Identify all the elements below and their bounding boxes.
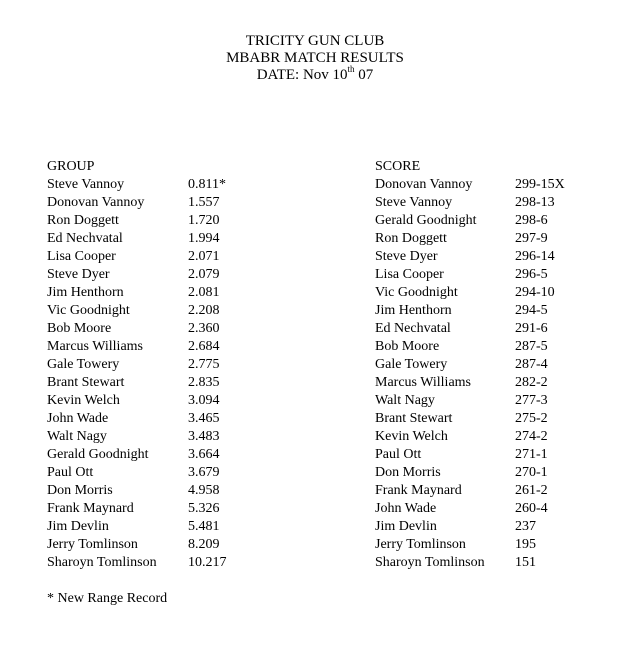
score-results-list	[375, 176, 615, 572]
score-result-row	[375, 338, 615, 356]
score-result-row	[375, 464, 615, 482]
score-result-row	[375, 500, 615, 518]
shooter-name: Ed Nechvatal	[47, 231, 123, 246]
score-result-row	[375, 230, 615, 248]
shooter-name: Jerry Tomlinson	[47, 537, 138, 552]
score-result-row	[375, 266, 615, 284]
document-header	[0, 33, 630, 84]
score-result-row	[375, 374, 615, 392]
group-result-row	[47, 464, 287, 482]
shooter-name: Vic Goodnight	[375, 285, 458, 300]
score-result-row	[375, 518, 615, 536]
shooter-name: Brant Stewart	[47, 375, 125, 390]
shooter-name: Jim Henthorn	[47, 285, 124, 300]
match-title: MBABR MATCH RESULTS	[226, 50, 404, 66]
score-value: 296-14	[515, 249, 555, 264]
shooter-name: Frank Maynard	[375, 483, 462, 498]
group-value: 5.481	[188, 519, 220, 534]
group-result-row	[47, 230, 287, 248]
score-value: 195	[515, 537, 536, 552]
shooter-name: Walt Nagy	[375, 393, 435, 408]
score-value: 294-10	[515, 285, 555, 300]
score-result-row	[375, 302, 615, 320]
group-value: 5.326	[188, 501, 220, 516]
score-value: 287-5	[515, 339, 548, 354]
group-heading: GROUP	[47, 159, 95, 174]
group-result-row	[47, 302, 287, 320]
score-value: 282-2	[515, 375, 548, 390]
score-value: 298-13	[515, 195, 555, 210]
match-date	[0, 64, 630, 84]
group-result-row	[47, 356, 287, 374]
shooter-name: Walt Nagy	[47, 429, 107, 444]
shooter-name: Lisa Cooper	[47, 249, 116, 264]
group-value: 2.360	[188, 321, 220, 336]
score-value: 291-6	[515, 321, 548, 336]
group-value: 2.835	[188, 375, 220, 390]
group-value: 3.679	[188, 465, 220, 480]
group-result-row	[47, 320, 287, 338]
shooter-name: Ron Doggett	[375, 231, 447, 246]
shooter-name: Steve Dyer	[47, 267, 110, 282]
shooter-name: Don Morris	[375, 465, 441, 480]
group-result-row	[47, 446, 287, 464]
shooter-name: Gale Towery	[47, 357, 120, 372]
score-value: 271-1	[515, 447, 548, 462]
group-value: 2.775	[188, 357, 220, 372]
score-result-row	[375, 212, 615, 230]
score-value: 287-4	[515, 357, 548, 372]
shooter-name: Don Morris	[47, 483, 113, 498]
group-result-row	[47, 248, 287, 266]
shooter-name: Lisa Cooper	[375, 267, 444, 282]
score-result-row	[375, 392, 615, 410]
group-result-row	[47, 500, 287, 518]
shooter-name: John Wade	[47, 411, 109, 426]
shooter-name: Kevin Welch	[47, 393, 120, 408]
score-value: 277-3	[515, 393, 548, 408]
shooter-name: Sharoyn Tomlinson	[375, 555, 485, 570]
score-value: 297-9	[515, 231, 548, 246]
group-result-row	[47, 410, 287, 428]
group-result-row	[47, 194, 287, 212]
group-value: 2.684	[188, 339, 220, 354]
score-value: 296-5	[515, 267, 548, 282]
shooter-name: Bob Moore	[47, 321, 112, 336]
shooter-name: John Wade	[375, 501, 437, 516]
score-result-row	[375, 176, 615, 194]
score-value: 151	[515, 555, 536, 570]
shooter-name: Bob Moore	[375, 339, 440, 354]
group-value: 8.209	[188, 537, 220, 552]
group-value: 1.994	[188, 231, 220, 246]
shooter-name: Marcus Williams	[375, 375, 471, 390]
shooter-name: Brant Stewart	[375, 411, 453, 426]
score-value: 274-2	[515, 429, 548, 444]
score-value: 261-2	[515, 483, 548, 498]
group-value: 2.071	[188, 249, 220, 264]
score-value: 275-2	[515, 411, 548, 426]
group-value: 2.079	[188, 267, 220, 282]
date-prefix: DATE: Nov 10	[256, 67, 348, 83]
group-result-row	[47, 212, 287, 230]
score-result-row	[375, 284, 615, 302]
date-year: 07	[354, 67, 374, 83]
shooter-name: Paul Ott	[47, 465, 94, 480]
group-result-row	[47, 266, 287, 284]
group-results-list	[47, 176, 287, 572]
group-value: 0.811*	[188, 177, 226, 192]
shooter-name: Gerald Goodnight	[375, 213, 477, 228]
group-value: 1.720	[188, 213, 220, 228]
group-value: 3.664	[188, 447, 220, 462]
score-value: 260-4	[515, 501, 548, 516]
shooter-name: Ron Doggett	[47, 213, 119, 228]
shooter-name: Gerald Goodnight	[47, 447, 149, 462]
shooter-name: Frank Maynard	[47, 501, 134, 516]
score-result-row	[375, 320, 615, 338]
shooter-name: Donovan Vannoy	[375, 177, 473, 192]
group-result-row	[47, 554, 287, 572]
shooter-name: Steve Vannoy	[47, 177, 125, 192]
score-value: 299-15X	[515, 177, 565, 192]
shooter-name: Jim Devlin	[47, 519, 109, 534]
shooter-name: Jim Henthorn	[375, 303, 452, 318]
shooter-name: Sharoyn Tomlinson	[47, 555, 157, 570]
score-value: 237	[515, 519, 536, 534]
group-value: 10.217	[188, 555, 227, 570]
group-value: 3.465	[188, 411, 220, 426]
group-result-row	[47, 482, 287, 500]
score-result-row	[375, 194, 615, 212]
shooter-name: Jerry Tomlinson	[375, 537, 466, 552]
footnote: * New Range Record	[47, 591, 168, 606]
group-value: 1.557	[188, 195, 220, 210]
shooter-name: Steve Dyer	[375, 249, 438, 264]
shooter-name: Kevin Welch	[375, 429, 448, 444]
group-result-row	[47, 536, 287, 554]
club-title: TRICITY GUN CLUB	[245, 33, 385, 49]
score-result-row	[375, 446, 615, 464]
shooter-name: Gale Towery	[375, 357, 448, 372]
score-result-row	[375, 536, 615, 554]
shooter-name: Donovan Vannoy	[47, 195, 145, 210]
shooter-name: Jim Devlin	[375, 519, 437, 534]
group-value: 2.208	[188, 303, 220, 318]
group-result-row	[47, 428, 287, 446]
score-value: 298-6	[515, 213, 548, 228]
group-result-row	[47, 176, 287, 194]
group-value: 4.958	[188, 483, 220, 498]
shooter-name: Paul Ott	[375, 447, 422, 462]
group-result-row	[47, 284, 287, 302]
shooter-name: Marcus Williams	[47, 339, 143, 354]
group-result-row	[47, 518, 287, 536]
date-ordinal-suffix: th	[347, 64, 355, 74]
shooter-name: Vic Goodnight	[47, 303, 130, 318]
shooter-name: Ed Nechvatal	[375, 321, 451, 336]
group-value: 3.094	[188, 393, 220, 408]
group-result-row	[47, 392, 287, 410]
score-result-row	[375, 554, 615, 572]
group-result-row	[47, 338, 287, 356]
score-value: 294-5	[515, 303, 548, 318]
group-value: 3.483	[188, 429, 220, 444]
score-value: 270-1	[515, 465, 548, 480]
score-result-row	[375, 482, 615, 500]
shooter-name: Steve Vannoy	[375, 195, 453, 210]
group-value: 2.081	[188, 285, 220, 300]
score-heading: SCORE	[375, 159, 421, 174]
group-result-row	[47, 374, 287, 392]
score-result-row	[375, 428, 615, 446]
score-result-row	[375, 410, 615, 428]
score-result-row	[375, 248, 615, 266]
score-result-row	[375, 356, 615, 374]
